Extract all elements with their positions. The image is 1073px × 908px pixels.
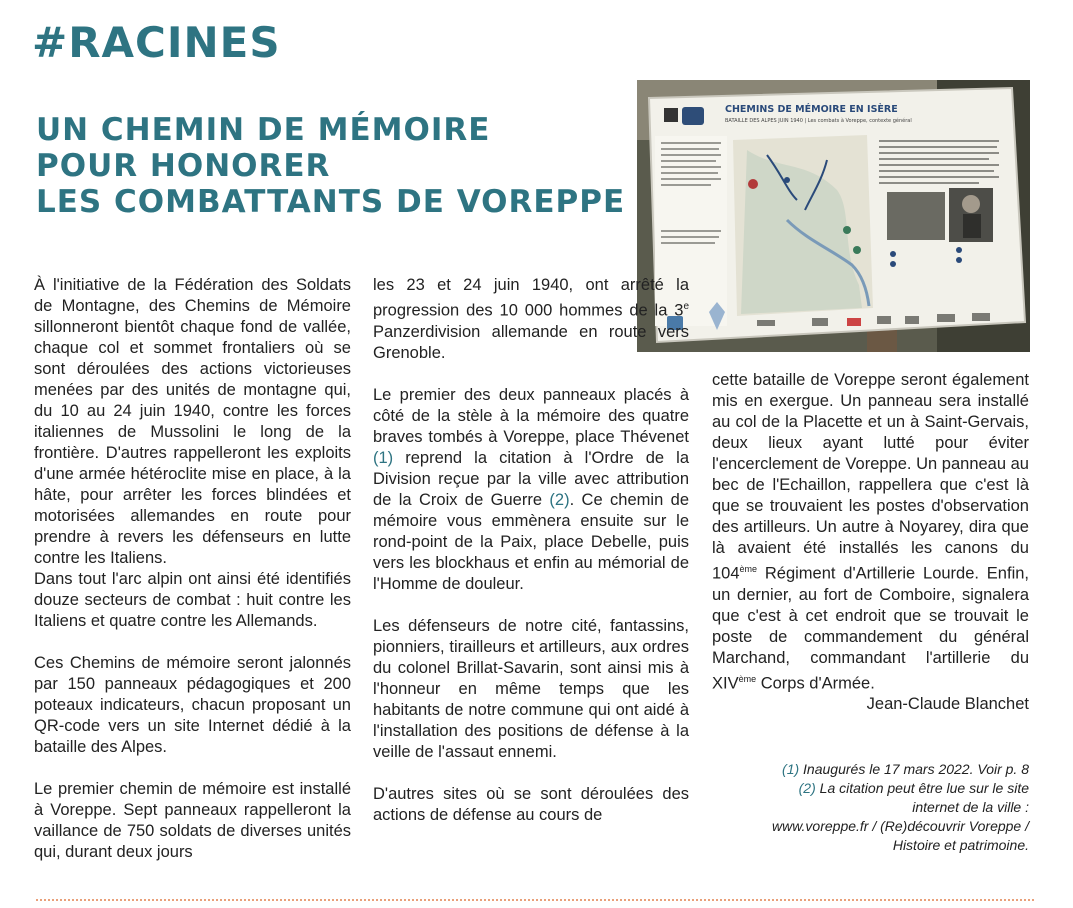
footer-divider — [36, 899, 1034, 901]
footnote-1 — [712, 760, 1029, 779]
text-run: reprend la citation à l'Ordre de la Division reçue par la ville avec attribution de la Croix de Guerre — [373, 448, 689, 509]
paragraph: Les défenseurs de notre cité, fantassins, pionniers, tirailleurs et artilleurs, aux ordres du colonel Brillat-Savarin, sont ainsi mis à l'honneur en même temps que les habitants de notre commune qui ont aidé à l'installation des positions de défense à la veille de l'assaut ennemi. — [373, 616, 689, 761]
article-column-3 — [712, 370, 1029, 715]
text-run: Corps d'Armée. — [756, 674, 875, 692]
text-run: Le premier des deux panneaux placés à côté de la stèle à la mémoire des quatre braves tombés à Voreppe, place Thévenet — [373, 385, 689, 446]
paragraph: À l'initiative de la Fédération des Soldats de Montagne, des Chemins de Mémoire sillonneront bientôt chaque fond de vallée, chaque col et sommet frontaliers où se sont déroulées des actions victorieuses menées par des unités de montagne qui, du 10 au 24 juin 1940, contre les forces italiennes de Mussolini le long de la frontière. D'autres rappelleront les exploits d'une armée hétéroclite mise en place, à la hâte, pour arrêter les forces blindées et motorisées allemandes en route pour prendre à revers les défenseurs en lutte contre les Italiens. — [34, 276, 351, 567]
footnote-2-line: Histoire et patrimoine. — [892, 837, 1029, 853]
footnote-text: La citation peut être lue sur le site — [815, 780, 1029, 796]
article-column-2 — [373, 275, 689, 826]
sign-title: CHEMINS DE MÉMOIRE EN ISÈRE — [725, 104, 898, 115]
article-headline — [36, 112, 636, 220]
text-run: Panzerdivision allemande en route vers Grenoble. — [373, 322, 689, 362]
headline-line-2: POUR HONORER — [36, 148, 331, 184]
paragraph — [373, 385, 689, 595]
headline-line-3: LES COMBATTANTS DE VOREPPE — [36, 184, 626, 220]
paragraph: Ces Chemins de mémoire seront jalonnés par 150 panneaux pédagogiques et 200 poteaux indicateurs, chacun proposant un QR-code vers un site Internet dédié à la bataille des Alpes. — [34, 654, 351, 756]
text-run: . Ce chemin de mémoire vous emmènera ensuite sur le rond-point de la Paix, place Debelle, puis vers les blockhaus et enfin au mémorial de l'Homme de douleur. — [373, 490, 689, 593]
article-column-1 — [34, 275, 351, 863]
footnote-ref-1: (1) — [373, 448, 394, 467]
superscript: ème — [738, 673, 757, 684]
footnote-text: Inaugurés le 17 mars 2022. Voir p. 8 — [799, 761, 1029, 777]
headline-line-1: UN CHEMIN DE MÉMOIRE — [36, 112, 491, 148]
footnote-number: (2) — [798, 780, 816, 796]
superscript: ème — [739, 564, 758, 574]
sign-subtitle: BATAILLE DES ALPES JUIN 1940 | Les combats à Voreppe, contexte général — [725, 118, 912, 124]
author-signature: Jean-Claude Blanchet — [866, 695, 1029, 713]
footnote-2-line: internet de la ville : — [912, 799, 1029, 815]
footnote-ref-2: (2) — [549, 490, 570, 509]
text-run: Régiment d'Artillerie Lourde. Enfin, un dernier, au fort de Comboire, signalera que c'est à cet endroit que se trouvait le poste de commandement du général Marchand, commandant l'artillerie du XIV — [712, 564, 1029, 692]
paragraph — [712, 370, 1029, 694]
footnote-2 — [712, 779, 1029, 798]
footnote-2-url: www.voreppe.fr / (Re)découvrir Voreppe / — [771, 818, 1029, 834]
memorial-sign-photo — [637, 80, 1030, 352]
paragraph: Le premier chemin de mémoire est installé à Voreppe. Sept panneaux rappelleront la vaillance de 750 soldats de diverses unités qui, durant deux jours — [34, 780, 351, 861]
footnotes — [712, 760, 1029, 855]
superscript: e — [683, 301, 689, 312]
text-run: cette bataille de Voreppe seront également mis en exergue. Un panneau sera installé au col de la Placette et un à Saint-Gervais, deux lieux ayant lutté pour éviter l'encerclement de Voreppe. Un panneau au bec de l'Echaillon, rappellera que c'est là que se trouvaient les postes d'observation des artilleurs. Un autre à Noyarey, dira que là avaient été installés les canons du 104 — [712, 371, 1029, 583]
paragraph: Dans tout l'arc alpin ont ainsi été identifiés douze secteurs de combat : huit contre les Italiens et quatre contre les Allemands. — [34, 570, 351, 630]
paragraph — [373, 275, 689, 364]
text-run: les 23 et 24 juin 1940, ont arrêté la progression des 10 000 hommes de la 3 — [373, 276, 689, 320]
section-tag: #RACINES — [32, 18, 281, 67]
footnote-number: (1) — [782, 761, 800, 777]
paragraph: D'autres sites où se sont déroulées des actions de défense au cours de — [373, 784, 689, 824]
